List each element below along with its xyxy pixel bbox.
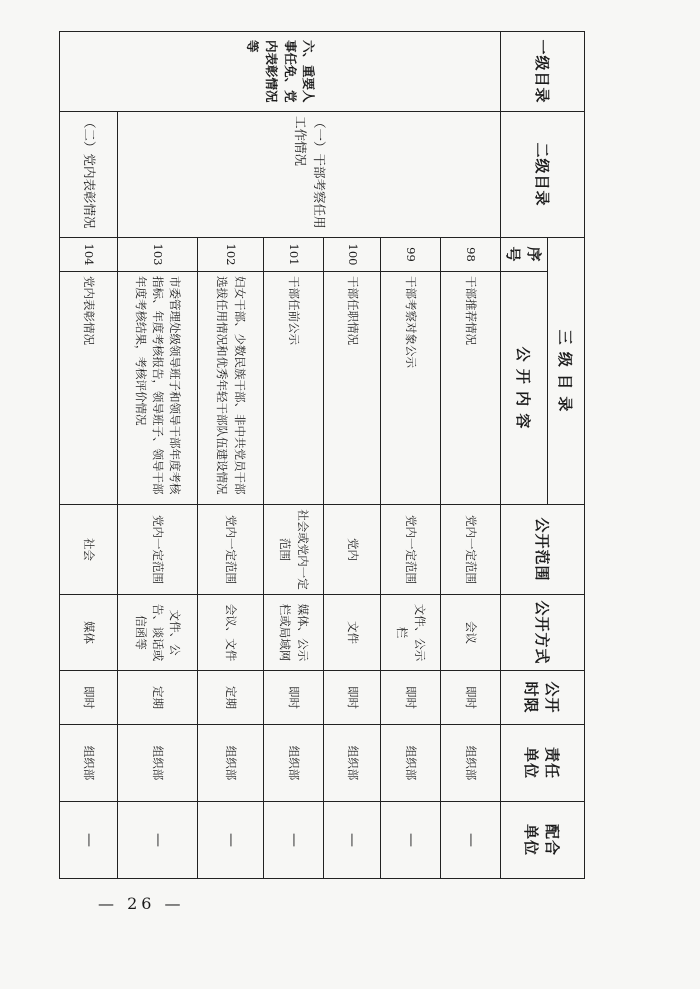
responsible-cell: 组织部 bbox=[198, 725, 264, 802]
cooperate-cell: — bbox=[198, 802, 264, 879]
header-responsible-text: 责任 单位 bbox=[522, 747, 562, 780]
time-cell: 即时 bbox=[324, 671, 381, 725]
time-cell: 即时 bbox=[381, 671, 441, 725]
header-row-1 bbox=[548, 32, 585, 879]
table-row bbox=[60, 32, 118, 879]
header-level3: 三 级 目 录 bbox=[548, 238, 585, 505]
seq-cell: 104 bbox=[60, 238, 118, 272]
cooperate-cell: — bbox=[264, 802, 324, 879]
responsible-cell: 组织部 bbox=[381, 725, 441, 802]
level2-cell-group1: （一）干部考察任用工作情况 bbox=[118, 112, 501, 238]
time-cell: 定期 bbox=[118, 671, 198, 725]
header-timelimit-text: 公开 时限 bbox=[522, 681, 562, 714]
scope-cell: 党内一定范围 bbox=[441, 505, 501, 595]
content-cell: 妇女干部、少数民族干部、非中共党员干部选拔任用情况和优秀年轻干部队伍建设情况 bbox=[198, 272, 264, 505]
table-row bbox=[441, 32, 501, 879]
header-seq: 序号 bbox=[501, 238, 548, 272]
page-number: — 26 — bbox=[98, 894, 185, 913]
seq-cell: 102 bbox=[198, 238, 264, 272]
time-cell: 即时 bbox=[264, 671, 324, 725]
method-cell: 媒体 bbox=[60, 595, 118, 671]
seq-cell: 103 bbox=[118, 238, 198, 272]
cooperate-cell: — bbox=[60, 802, 118, 879]
method-cell: 媒体、公示栏或局域网 bbox=[264, 595, 324, 671]
header-method: 公开方式 bbox=[501, 595, 585, 671]
method-cell: 会议、文件 bbox=[198, 595, 264, 671]
content-cell: 党内表彰情况 bbox=[60, 272, 118, 505]
cooperate-cell: — bbox=[441, 802, 501, 879]
cooperate-cell: — bbox=[324, 802, 381, 879]
header-responsible bbox=[501, 725, 585, 802]
seq-cell: 101 bbox=[264, 238, 324, 272]
cooperate-cell: — bbox=[381, 802, 441, 879]
scope-cell: 党内一定范围 bbox=[381, 505, 441, 595]
header-timelimit bbox=[501, 671, 585, 725]
responsible-cell: 组织部 bbox=[60, 725, 118, 802]
header-scope: 公开范围 bbox=[501, 505, 585, 595]
scope-cell: 党内一定范围 bbox=[198, 505, 264, 595]
method-cell: 文件、公告、谈话或信函等 bbox=[118, 595, 198, 671]
scope-cell: 党内一定范围 bbox=[118, 505, 198, 595]
header-cooperate-text: 配合 单位 bbox=[522, 824, 562, 857]
content-cell: 干部考察对象公示 bbox=[381, 272, 441, 505]
seq-cell: 98 bbox=[441, 238, 501, 272]
method-cell: 文件、公示栏 bbox=[381, 595, 441, 671]
content-cell: 干部推荐情况 bbox=[441, 272, 501, 505]
scope-cell: 社会或党内一定范围 bbox=[264, 505, 324, 595]
time-cell: 定期 bbox=[198, 671, 264, 725]
scope-cell: 社会 bbox=[60, 505, 118, 595]
responsible-cell: 组织部 bbox=[264, 725, 324, 802]
header-content: 公 开 内 容 bbox=[501, 272, 548, 505]
content-cell: 市委管理处级领导班子和领导干部年度考核指标、年度考核报告，领导班子、领导干部年度考核结果，考核评价情况 bbox=[118, 272, 198, 505]
disclosure-catalog-table bbox=[59, 31, 585, 879]
header-level1: 一级目录 bbox=[501, 32, 585, 112]
time-cell: 即时 bbox=[441, 671, 501, 725]
responsible-cell: 组织部 bbox=[118, 725, 198, 802]
content-cell: 干部任前公示 bbox=[264, 272, 324, 505]
responsible-cell: 组织部 bbox=[324, 725, 381, 802]
responsible-cell: 组织部 bbox=[441, 725, 501, 802]
header-level2: 二级目录 bbox=[501, 112, 585, 238]
cooperate-cell: — bbox=[118, 802, 198, 879]
scope-cell: 党内 bbox=[324, 505, 381, 595]
seq-cell: 100 bbox=[324, 238, 381, 272]
level1-cell: 六、重要人事任免、党内表彰情况等 bbox=[60, 32, 501, 112]
content-cell: 干部任职情况 bbox=[324, 272, 381, 505]
header-cooperate bbox=[501, 802, 585, 879]
catalog-table-rotated bbox=[80, 31, 585, 878]
level2-cell-group2: （二）党内表彰情况 bbox=[60, 112, 118, 238]
method-cell: 会议 bbox=[441, 595, 501, 671]
seq-cell: 99 bbox=[381, 238, 441, 272]
method-cell: 文件 bbox=[324, 595, 381, 671]
time-cell: 即时 bbox=[60, 671, 118, 725]
